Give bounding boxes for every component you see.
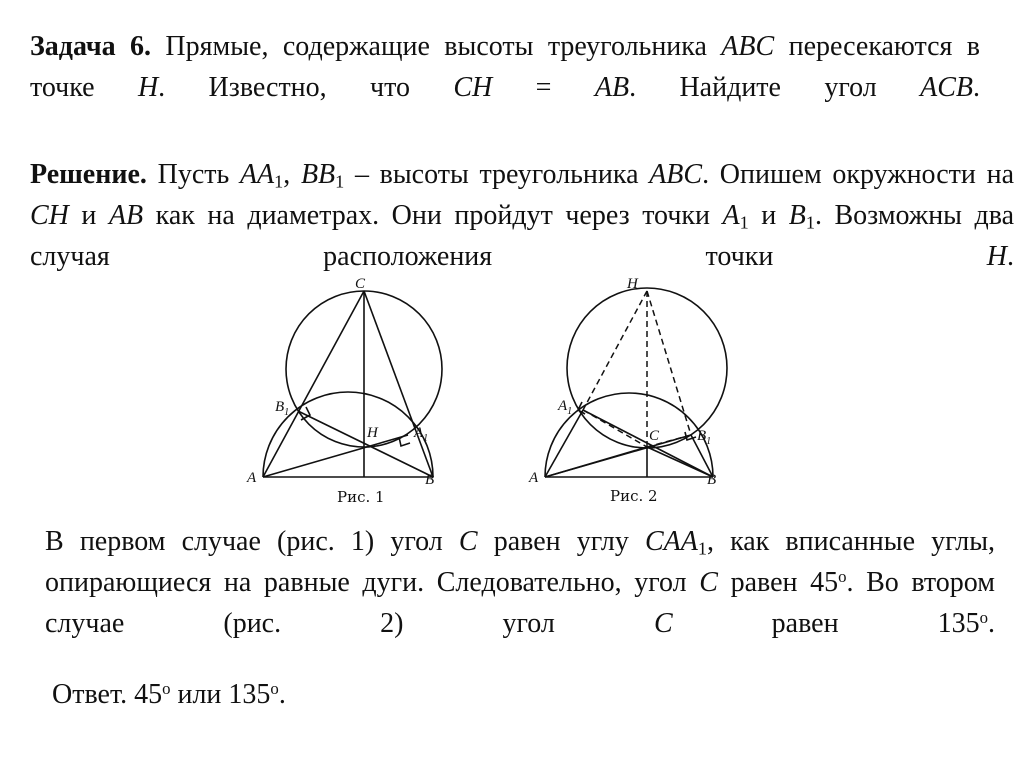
fig2-label-a1: $A_1$ bbox=[558, 398, 573, 417]
figure-1 bbox=[238, 272, 478, 512]
fig1-label-b: B bbox=[425, 472, 435, 488]
fig2-label-b1: $B_1$ bbox=[697, 428, 712, 447]
answer-line: Ответ. $45^о$ или $135^о$. bbox=[52, 678, 286, 710]
fig1-label-h: H bbox=[367, 425, 378, 441]
fig2-label-c: C bbox=[649, 428, 660, 444]
problem-statement: Задача 6. Прямые, содержащие высоты треугольника ABC пересекаются в точке H. Известно, что CH = AB. Найдите угол ACB. bbox=[30, 31, 981, 103]
side-ac bbox=[263, 291, 364, 477]
solution-title: Решение. bbox=[30, 159, 147, 190]
fig2-label-h: H bbox=[627, 276, 638, 292]
segment-b-a1 bbox=[583, 410, 713, 477]
figure-1-caption: Рис. 1 bbox=[337, 488, 385, 506]
fig1-label-b1: $B_1$ bbox=[275, 399, 290, 418]
explanation-paragraph: В первом случае (рис. 1) угол C равен углу $CAA_1$, как вписанные углы, опирающиеся на равные дуги. Следовательно, угол C равен $45^о$. Во втором случае (рис. 2) угол C равен $135^о$. bbox=[45, 526, 996, 639]
fig1-label-c: C bbox=[355, 276, 366, 292]
fig1-label-a1: $A_1$ bbox=[414, 425, 429, 444]
figure-2-caption: Рис. 2 bbox=[610, 487, 658, 505]
figure-2 bbox=[525, 272, 765, 512]
fig1-label-a: A bbox=[247, 470, 257, 486]
fig2-label-b: B bbox=[707, 472, 717, 488]
solution-paragraph: Решение. Пусть $AA_1$, $BB_1$ – высоты треугольника ABC. Опишем окружности на CH и AB как на диаметрах. Они пройдут через точки $A_1$ и $B_1$. Возможны два случая расположения точки H. bbox=[30, 159, 1015, 272]
problem-title: Задача 6. bbox=[30, 31, 152, 62]
fig2-label-a: A bbox=[529, 470, 539, 486]
